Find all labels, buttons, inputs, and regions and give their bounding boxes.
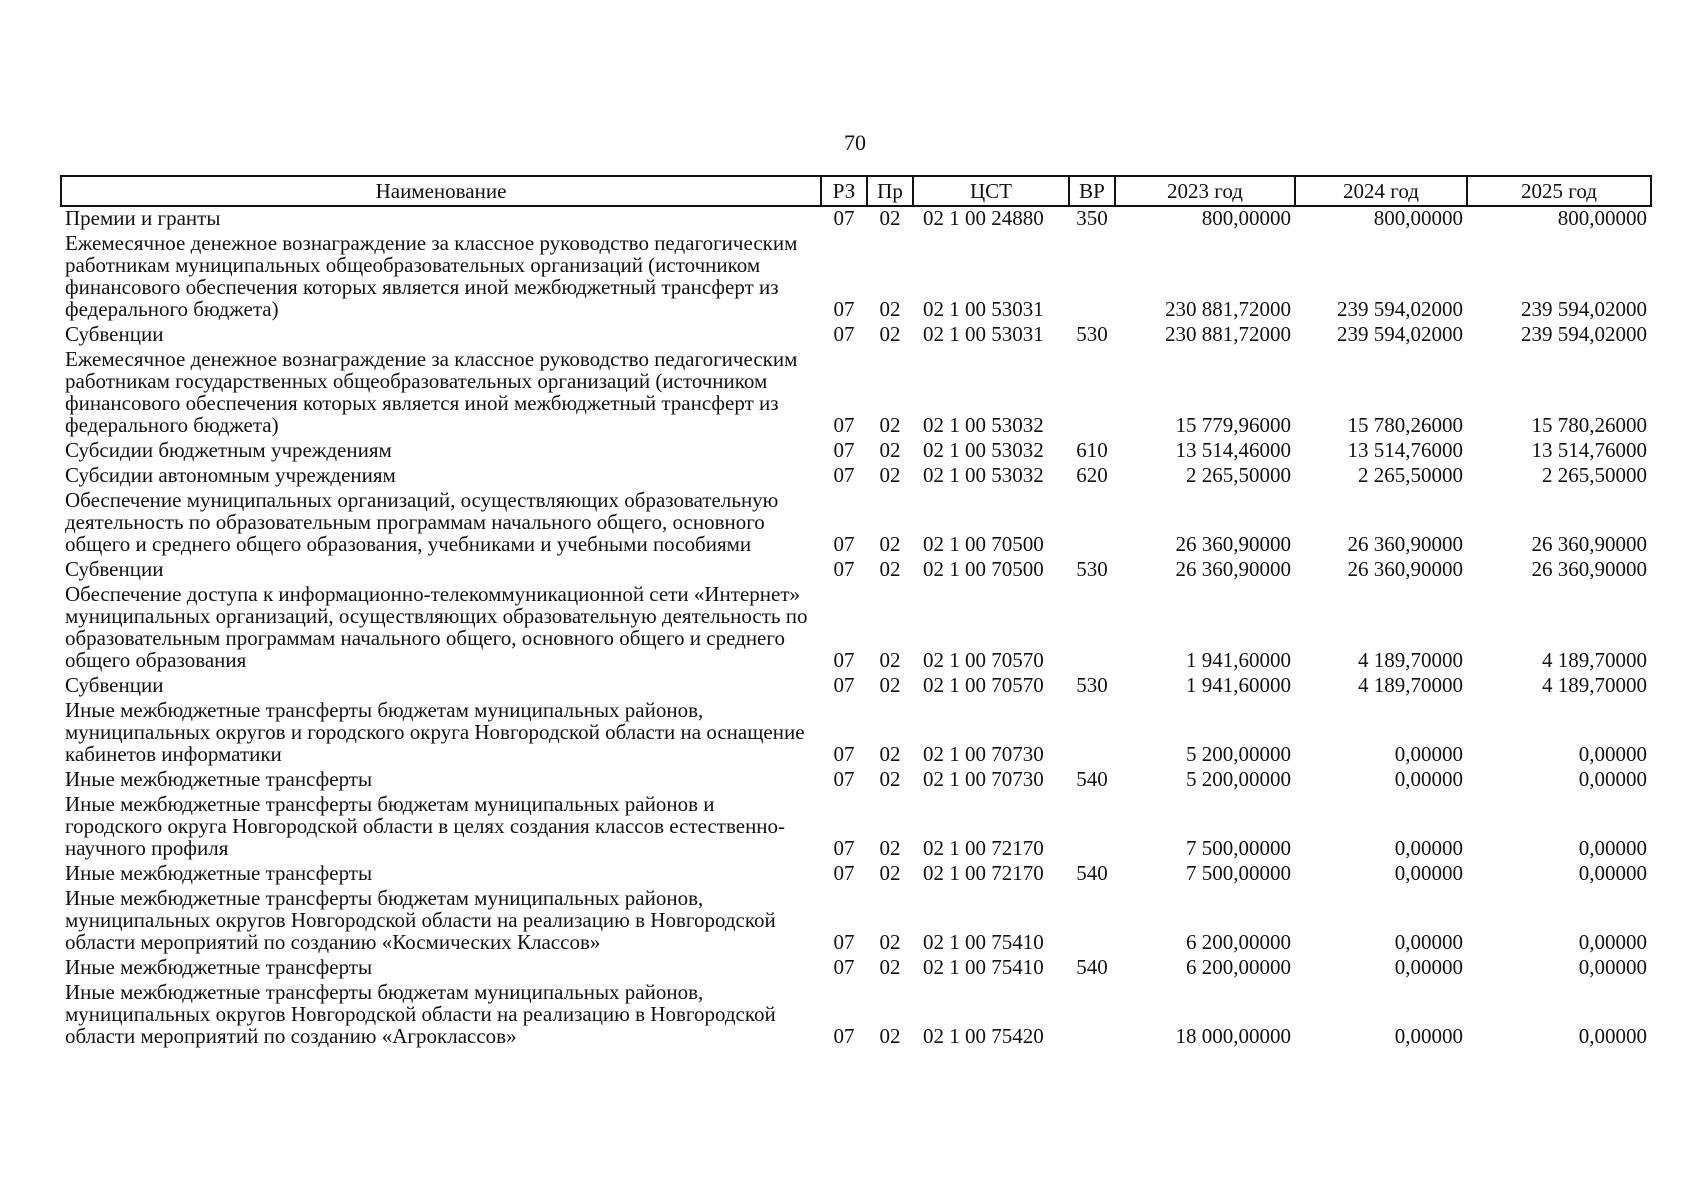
header-2025: 2025 год	[1467, 176, 1651, 206]
cell-cst: 02 1 00 72170	[923, 861, 1044, 885]
cell-rz: 07	[833, 297, 855, 321]
cell-2023: 1 941,60000	[1186, 673, 1291, 697]
cell-2025: 0,00000	[1578, 767, 1647, 791]
cell-rz: 07	[833, 836, 855, 860]
table-row	[61, 699, 1651, 768]
table-row	[61, 981, 1651, 1050]
cell-cst: 02 1 00 53031	[923, 322, 1044, 346]
cell-2024: 239 594,02000	[1337, 322, 1463, 346]
cell-2024: 0,00000	[1394, 767, 1463, 791]
cell-pr: 02	[879, 322, 901, 346]
cell-2024: 26 360,90000	[1347, 532, 1463, 556]
cell-cst: 02 1 00 70500	[923, 532, 1044, 556]
cell-rz: 07	[833, 742, 855, 766]
cell-vr	[1069, 232, 1115, 323]
cell-cst: 02 1 00 70730	[923, 767, 1044, 791]
header-name: Наименование	[61, 176, 821, 206]
table-row	[61, 887, 1651, 956]
cell-vr: 540	[1076, 767, 1108, 791]
header-cst: ЦСТ	[913, 176, 1069, 206]
cell-cst: 02 1 00 70730	[923, 742, 1044, 766]
cell-cst: 02 1 00 53032	[923, 413, 1044, 437]
header-2023: 2023 год	[1115, 176, 1295, 206]
cell-2024: 0,00000	[1394, 955, 1463, 979]
cell-rz: 07	[833, 413, 855, 437]
cell-name: Иные межбюджетные трансферты бюджетам муниципальных районов, муниципальных округов Новгородской области на реализацию в Новгородской области мероприятий по созданию «Космических Классов»	[65, 886, 776, 954]
cell-2023: 5 200,00000	[1186, 767, 1291, 791]
cell-name: Субвенции	[65, 557, 164, 581]
page-number: 70	[844, 130, 866, 155]
cell-name: Иные межбюджетные трансферты	[65, 955, 373, 979]
cell-2023: 230 881,72000	[1165, 297, 1291, 321]
cell-name: Ежемесячное денежное вознаграждение за классное руководство педагогическим работникам муниципальных общеобразовательных организаций (источником финансового обеспечения которых является иной межбюджетный трансферт из федерального бюджета)	[65, 231, 798, 321]
table-row	[61, 323, 1651, 348]
cell-cst: 02 1 00 72170	[923, 836, 1044, 860]
cell-2024: 4 189,70000	[1358, 648, 1463, 672]
cell-2025: 0,00000	[1578, 1024, 1647, 1048]
cell-rz: 07	[833, 767, 855, 791]
cell-2023: 6 200,00000	[1186, 955, 1291, 979]
cell-2024: 13 514,76000	[1347, 438, 1463, 462]
table-row	[61, 439, 1651, 464]
cell-2023: 7 500,00000	[1186, 836, 1291, 860]
header-2024: 2024 год	[1295, 176, 1467, 206]
budget-table	[60, 175, 1652, 1050]
cell-2025: 800,00000	[1557, 206, 1647, 230]
cell-pr: 02	[879, 297, 901, 321]
cell-name: Обеспечение муниципальных организаций, осуществляющих образовательную деятельность по образовательным программам начального общего, основного общего и среднего общего образования, учебниками и учебными пособиями	[65, 488, 779, 556]
cell-2024: 239 594,02000	[1337, 297, 1463, 321]
cell-2023: 26 360,90000	[1175, 532, 1291, 556]
cell-2025: 4 189,70000	[1542, 648, 1647, 672]
cell-2023: 230 881,72000	[1165, 322, 1291, 346]
table-body	[61, 206, 1651, 1050]
cell-2025: 0,00000	[1578, 955, 1647, 979]
cell-rz: 07	[833, 532, 855, 556]
cell-rz: 07	[833, 463, 855, 487]
cell-2023: 26 360,90000	[1175, 557, 1291, 581]
cell-vr	[1069, 981, 1115, 1050]
cell-name: Субвенции	[65, 322, 164, 346]
cell-2023: 6 200,00000	[1186, 930, 1291, 954]
cell-2025: 26 360,90000	[1531, 532, 1647, 556]
cell-vr	[1069, 699, 1115, 768]
cell-2025: 0,00000	[1578, 836, 1647, 860]
cell-rz: 07	[833, 648, 855, 672]
cell-pr: 02	[879, 648, 901, 672]
cell-pr: 02	[879, 557, 901, 581]
cell-vr: 610	[1076, 438, 1108, 462]
cell-2025: 2 265,50000	[1542, 463, 1647, 487]
cell-name: Премии и гранты	[65, 206, 221, 230]
cell-2024: 4 189,70000	[1358, 673, 1463, 697]
cell-2025: 239 594,02000	[1521, 297, 1647, 321]
cell-2023: 7 500,00000	[1186, 861, 1291, 885]
cell-2025: 0,00000	[1578, 742, 1647, 766]
cell-cst: 02 1 00 53032	[923, 463, 1044, 487]
cell-2023: 13 514,46000	[1175, 438, 1291, 462]
cell-name: Иные межбюджетные трансферты бюджетам муниципальных районов, муниципальных округов Новгородской области на реализацию в Новгородской области мероприятий по созданию «Агроклассов»	[65, 980, 776, 1048]
cell-name: Иные межбюджетные трансферты бюджетам муниципальных районов и городского округа Новгородской области в целях создания классов естественно-научного профиля	[65, 792, 786, 860]
header-vr: ВР	[1069, 176, 1115, 206]
cell-vr	[1069, 348, 1115, 439]
cell-rz: 07	[833, 930, 855, 954]
cell-vr: 540	[1076, 861, 1108, 885]
table-row	[61, 489, 1651, 558]
cell-2024: 0,00000	[1394, 930, 1463, 954]
cell-cst: 02 1 00 75410	[923, 930, 1044, 954]
cell-pr: 02	[879, 673, 901, 697]
cell-2025: 26 360,90000	[1531, 557, 1647, 581]
cell-vr: 350	[1076, 206, 1108, 230]
cell-rz: 07	[833, 861, 855, 885]
cell-pr: 02	[879, 206, 901, 230]
cell-vr: 540	[1076, 955, 1108, 979]
cell-2025: 15 780,26000	[1531, 413, 1647, 437]
cell-vr: 530	[1076, 557, 1108, 581]
table-row	[61, 464, 1651, 489]
cell-cst: 02 1 00 75420	[923, 1024, 1044, 1048]
cell-2023: 2 265,50000	[1186, 463, 1291, 487]
cell-pr: 02	[879, 532, 901, 556]
table-row	[61, 348, 1651, 439]
cell-2025: 13 514,76000	[1531, 438, 1647, 462]
cell-pr: 02	[879, 438, 901, 462]
table-row	[61, 558, 1651, 583]
cell-rz: 07	[833, 206, 855, 230]
cell-cst: 02 1 00 24880	[923, 206, 1044, 230]
cell-rz: 07	[833, 1024, 855, 1048]
cell-pr: 02	[879, 930, 901, 954]
cell-pr: 02	[879, 463, 901, 487]
cell-2024: 15 780,26000	[1347, 413, 1463, 437]
cell-pr: 02	[879, 413, 901, 437]
cell-2024: 2 265,50000	[1358, 463, 1463, 487]
cell-2023: 18 000,00000	[1175, 1024, 1291, 1048]
cell-2023: 800,00000	[1201, 206, 1291, 230]
cell-2025: 4 189,70000	[1542, 673, 1647, 697]
cell-cst: 02 1 00 53031	[923, 297, 1044, 321]
cell-pr: 02	[879, 836, 901, 860]
cell-cst: 02 1 00 70500	[923, 557, 1044, 581]
cell-name: Иные межбюджетные трансферты бюджетам муниципальных районов, муниципальных округов и городского округа Новгородской области на оснащение кабинетов информатики	[65, 698, 805, 766]
cell-2024: 0,00000	[1394, 861, 1463, 885]
header-rz: РЗ	[821, 176, 867, 206]
cell-name: Субвенции	[65, 673, 164, 697]
cell-vr: 530	[1076, 673, 1108, 697]
cell-pr: 02	[879, 955, 901, 979]
cell-2024: 0,00000	[1394, 836, 1463, 860]
table-row	[61, 956, 1651, 981]
cell-2025: 0,00000	[1578, 861, 1647, 885]
cell-2024: 0,00000	[1394, 1024, 1463, 1048]
cell-2023: 1 941,60000	[1186, 648, 1291, 672]
table-header	[61, 176, 1651, 206]
cell-cst: 02 1 00 70570	[923, 673, 1044, 697]
cell-name: Ежемесячное денежное вознаграждение за классное руководство педагогическим работникам государственных общеобразовательных организаций (источником финансового обеспечения которых является иной межбюджетный трансферт из федерального бюджета)	[65, 347, 798, 437]
cell-cst: 02 1 00 75410	[923, 955, 1044, 979]
cell-pr: 02	[879, 1024, 901, 1048]
cell-cst: 02 1 00 53032	[923, 438, 1044, 462]
cell-2025: 0,00000	[1578, 930, 1647, 954]
cell-name: Обеспечение доступа к информационно-телекоммуникационной сети «Интернет» муниципальных организаций, осуществляющих образовательную деятельность по образовательным программам начального общего, основного общего и среднего общего образования	[65, 582, 808, 672]
cell-name: Иные межбюджетные трансферты	[65, 767, 373, 791]
cell-2025: 239 594,02000	[1521, 322, 1647, 346]
cell-name: Иные межбюджетные трансферты	[65, 861, 373, 885]
cell-cst: 02 1 00 70570	[923, 648, 1044, 672]
table-row	[61, 583, 1651, 674]
cell-name: Субсидии автономным учреждениям	[65, 463, 396, 487]
cell-vr: 530	[1076, 322, 1108, 346]
table-row	[61, 674, 1651, 699]
cell-vr	[1069, 887, 1115, 956]
cell-vr	[1069, 583, 1115, 674]
cell-2024: 0,00000	[1394, 742, 1463, 766]
cell-vr	[1069, 489, 1115, 558]
cell-2023: 5 200,00000	[1186, 742, 1291, 766]
table-row	[61, 793, 1651, 862]
cell-2024: 26 360,90000	[1347, 557, 1463, 581]
cell-rz: 07	[833, 557, 855, 581]
table-row	[61, 862, 1651, 887]
header-pr: Пр	[867, 176, 913, 206]
table-row	[61, 232, 1651, 323]
cell-rz: 07	[833, 438, 855, 462]
cell-rz: 07	[833, 673, 855, 697]
cell-pr: 02	[879, 767, 901, 791]
cell-name: Субсидии бюджетным учреждениям	[65, 438, 392, 462]
cell-rz: 07	[833, 322, 855, 346]
cell-2023: 15 779,96000	[1175, 413, 1291, 437]
cell-pr: 02	[879, 742, 901, 766]
cell-rz: 07	[833, 955, 855, 979]
cell-pr: 02	[879, 861, 901, 885]
table-row	[61, 768, 1651, 793]
cell-vr: 620	[1076, 463, 1108, 487]
cell-2024: 800,00000	[1373, 206, 1463, 230]
cell-vr	[1069, 793, 1115, 862]
table-row	[61, 206, 1651, 232]
